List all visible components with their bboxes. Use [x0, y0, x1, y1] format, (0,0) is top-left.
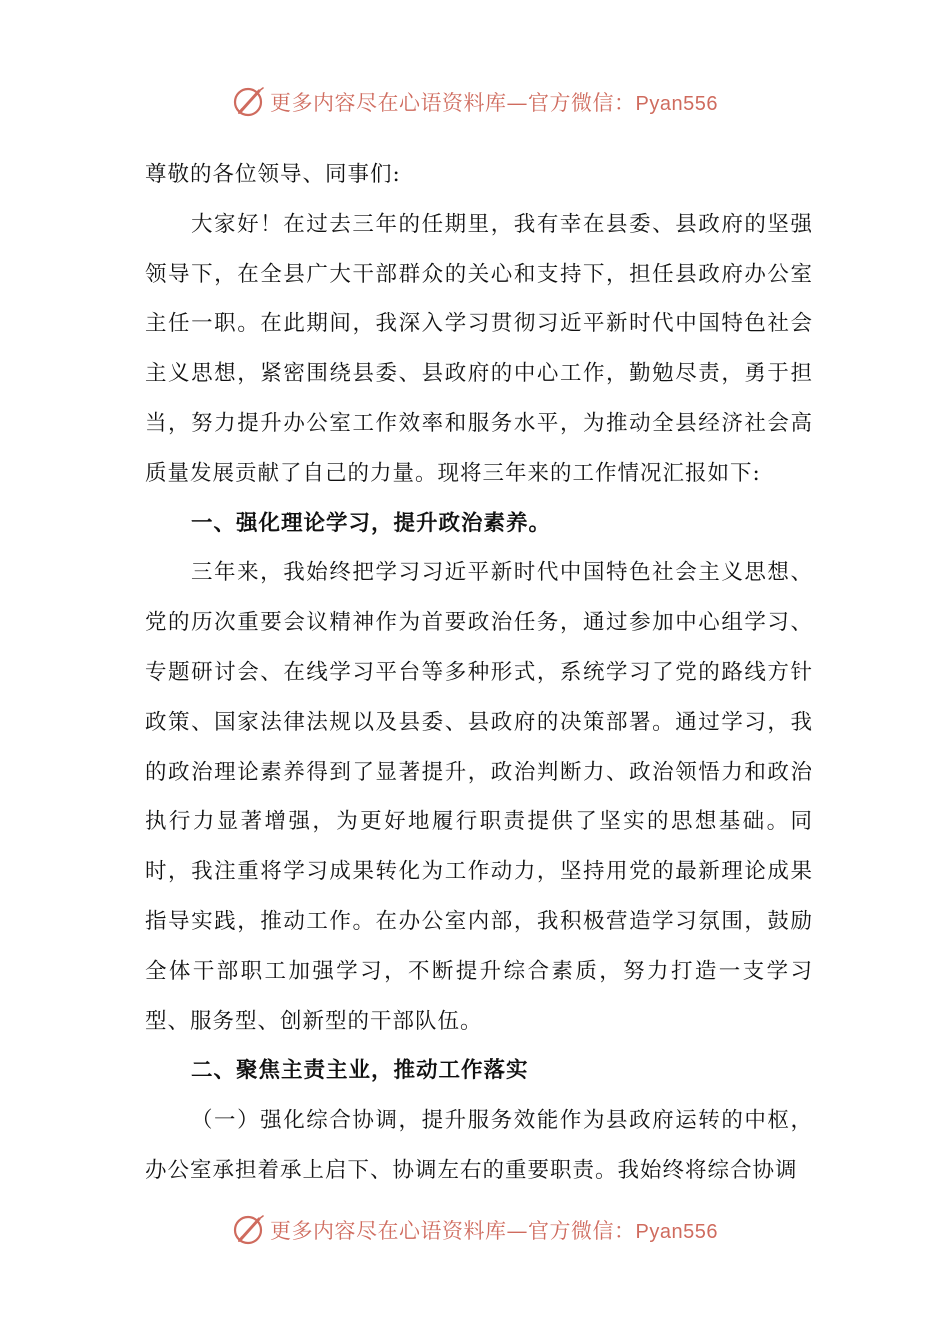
- salutation: 尊敬的各位领导、同事们:: [145, 162, 401, 187]
- pen-logo-icon: [232, 85, 266, 119]
- wechat-id: Pyan556: [635, 1221, 718, 1243]
- wechat-id: Pyan556: [635, 93, 718, 115]
- section-2-paragraph: （一）强化综合协调，提升服务效能作为县政府运转的中枢，办公室承担着承上启下、协调左右的重要职责。我始终将综合协调: [145, 1108, 813, 1183]
- document-body: [145, 150, 813, 1196]
- section-heading-2: 二、聚焦主责主业，推动工作落实: [191, 1058, 529, 1084]
- header-banner: [0, 82, 950, 122]
- pen-logo-icon: [232, 1213, 266, 1247]
- banner-text: 更多内容尽在心语资料库—官方微信：Pyan556: [270, 91, 718, 115]
- banner-text: 更多内容尽在心语资料库—官方微信：Pyan556: [270, 1219, 718, 1243]
- intro-paragraph: 大家好！在过去三年的任期里，我有幸在县委、县政府的坚强领导下，在全县广大干部群众的关心和支持下，担任县政府办公室主任一职。在此期间，我深入学习贯彻习近平新时代中国特色社会主义思想，紧密围绕县委、县政府的中心工作，勤勉尽责，勇于担当，努力提升办公室工作效率和服务水平，为推动全县经济社会高质量发展贡献了自己的力量。现将三年来的工作情况汇报如下:: [145, 211, 813, 486]
- section-heading-1: 一、强化理论学习，提升政治素养。: [191, 510, 552, 536]
- section-1-paragraph: 三年来，我始终把学习习近平新时代中国特色社会主义思想、党的历次重要会议精神作为首要政治任务，通过参加中心组学习、专题研讨会、在线学习平台等多种形式，系统学习了党的路线方针政策、国家法律法规以及县委、县政府的决策部署。通过学习，我的政治理论素养得到了显著提升，政治判断力、政治领悟力和政治执行力显著增强，为更好地履行职责提供了坚实的思想基础。同时，我注重将学习成果转化为工作动力，坚持用党的最新理论成果指导实践，推动工作。在办公室内部，我积极营造学习氛围，鼓励全体干部职工加强学习，不断提升综合素质，努力打造一支学习型、服务型、创新型的干部队伍。: [145, 560, 813, 1034]
- footer-banner: [0, 1210, 950, 1250]
